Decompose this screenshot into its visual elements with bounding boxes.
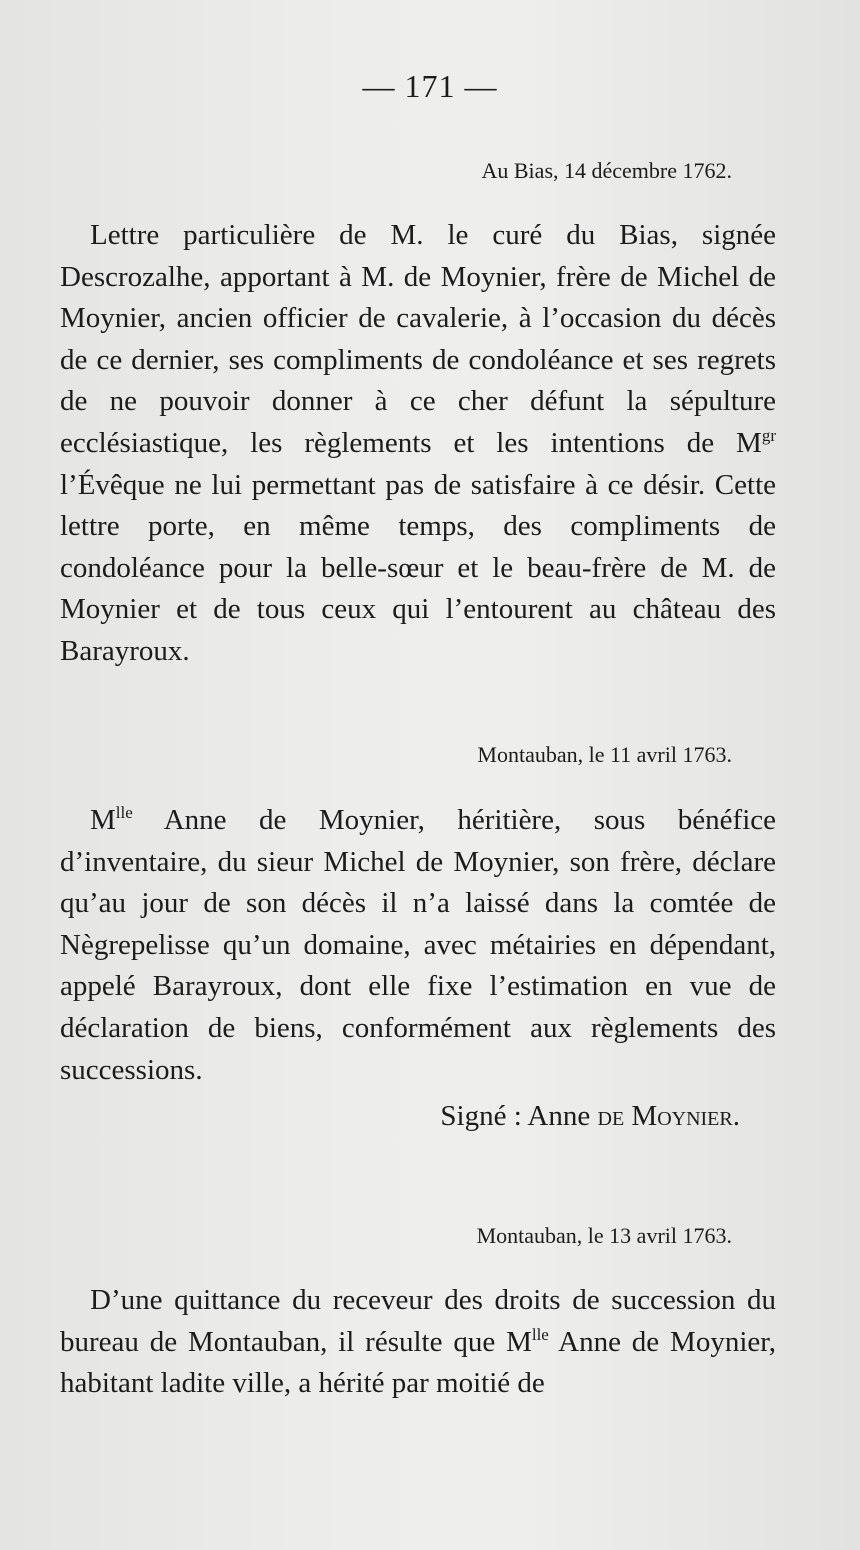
paragraph-text: l’Évêque ne lui permettant pas de satisfaire à ce désir. Cette lettre porte, en même temps, des compliments de condoléance pour la belle-sœur et le beau-frère de M. de Moynier et de tous ceux qui l’entourent au château des Barayroux. (60, 468, 776, 667)
paragraph-quittance (60, 1280, 776, 1405)
superscript-abbrev: gr (761, 425, 776, 445)
signature-prefix: Signé : Anne (440, 1100, 598, 1132)
paragraph-text: Lettre particulière de M. le curé du Bias, signée Descrozalhe, apportant à M. de Moynier, frère de Michel de Moynier, ancien officier de cavalerie, à l’occasion du décès de ce dernier, ses compliments de condoléance et ses regrets de ne pouvoir donner à ce cher défunt la sépulture ecclésiastique, les règlements et les intentions de M (60, 219, 776, 459)
paragraph-letter-cure (60, 215, 776, 673)
page-number: — 171 — (362, 68, 498, 104)
paragraph-text: M (90, 804, 116, 836)
signature-line (440, 1100, 740, 1133)
superscript-abbrev: lle (115, 803, 133, 822)
superscript-abbrev: lle (531, 1324, 549, 1344)
dateline-montauban-13: Montauban, le 13 avril 1763. (476, 1223, 732, 1248)
paragraph-text: D’une quittance du receveur des droits de succession du bureau de Montauban, il résulte que M (60, 1284, 776, 1358)
paragraph-text: Anne de Moynier, habitant ladite ville, a hérité par moitié de (60, 1325, 776, 1400)
signature-name: de Moynier. (597, 1100, 740, 1132)
dateline-bias: Au Bias, 14 décembre 1762. (481, 158, 732, 183)
dateline-montauban-11: Montauban, le 11 avril 1763. (477, 742, 732, 767)
paragraph-declaration (60, 800, 776, 1091)
paragraph-text: Anne de Moynier, héritière, sous bénéfice d’inventaire, du sieur Michel de Moynier, son frère, déclare qu’au jour de son décès il n’a laissé dans la comtée de Nègrepelisse qu’un domaine, avec métairies en dépendant, appelé Barayroux, dont elle fixe l’estimation en vue de déclaration de biens, conformément aux règlements des successions. (60, 804, 776, 1086)
